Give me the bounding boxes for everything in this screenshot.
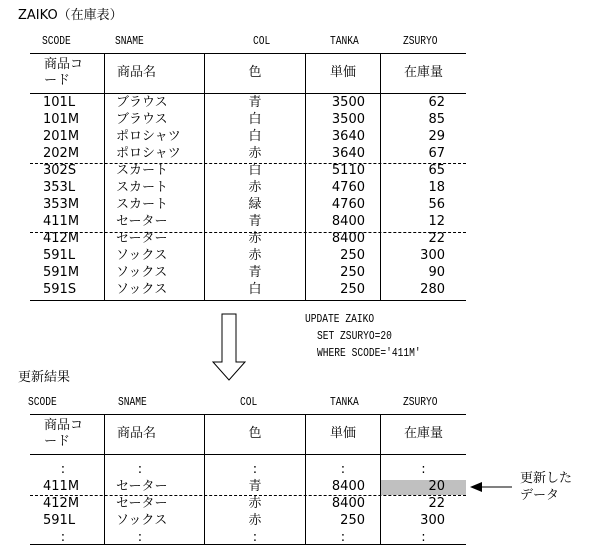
cell-col: 青 [248,95,262,110]
cell-sname: セーター [116,231,168,246]
cell-sname: ソックス [116,282,168,297]
cell-zsuryo: 22 [428,231,445,246]
column-name-col: COL [253,34,271,48]
cell-scode: 412M [43,231,80,246]
header-label-scode-2: ード [44,434,71,449]
cell-tanka: 5110 [331,163,365,178]
cell-tanka: 8400 [331,214,365,229]
cell-tanka: 250 [340,513,365,528]
cell-zsuryo: 85 [428,112,445,127]
cell-zsuryo: 62 [428,95,445,110]
cell-col: : [252,462,258,477]
cell-col: 赤 [248,513,262,528]
cell-col: 青 [248,479,262,494]
header-bottom-line [30,454,466,455]
cell-tanka: 250 [340,282,365,297]
cell-col: 赤 [248,146,262,161]
column-name-zsuryo: ZSURYO [403,34,438,48]
result-title: 更新結果 [18,370,71,385]
cell-scode: 353M [43,197,80,212]
cell-zsuryo: : [421,462,426,477]
cell-sname: セーター [116,214,168,229]
cell-tanka: 8400 [331,479,365,494]
cell-sname: セーター [116,496,168,511]
column-name-tanka: TANKA [330,395,359,409]
cell-tanka: 8400 [331,231,365,246]
cell-scode: 591L [43,248,76,263]
cell-tanka: 4760 [331,180,365,195]
header-label-col: 色 [248,65,262,80]
sql-line-3: WHERE SCODE='411M' [317,346,421,360]
cell-tanka: 8400 [331,496,365,511]
cell-col: 白 [248,129,262,144]
column-name-zsuryo: ZSURYO [403,395,438,409]
cell-sname: セーター [116,479,168,494]
cell-col: 緑 [248,197,262,212]
table-title: ZAIKO（在庫表） [18,8,123,23]
cell-scode: 302S [43,163,77,178]
cell-tanka: 3500 [331,95,365,110]
cell-scode: 411M [43,214,80,229]
header-label-tanka: 単価 [329,426,356,441]
cell-scode: : [60,530,66,545]
cell-zsuryo: 29 [428,129,445,144]
cell-sname: スカート [116,163,169,178]
cell-zsuryo: 90 [428,265,445,280]
cell-zsuryo: : [421,530,426,545]
cell-tanka: 250 [340,265,365,280]
column-name-sname: SNAME [115,34,144,48]
cell-scode: 353L [43,180,76,195]
cell-col: : [252,530,258,545]
cell-col: 赤 [248,248,262,263]
cell-sname: ソックス [116,513,168,528]
cell-sname: : [137,462,143,477]
cell-zsuryo: 67 [428,146,445,161]
cell-col: 青 [248,265,262,280]
cell-scode: 202M [43,146,80,161]
cell-sname: ポロシャツ [116,129,181,144]
cell-zsuryo: 300 [420,513,445,528]
cell-scode: : [60,462,66,477]
cell-col: 赤 [248,180,262,195]
cell-scode: 591S [43,282,77,297]
cell-sname: ポロシャツ [116,146,181,161]
table-top-line [30,414,466,415]
cell-tanka: : [340,462,346,477]
cell-col: 赤 [248,496,262,511]
header-label-scode-1: 商品コ [44,418,84,433]
cell-col: 白 [248,282,262,297]
cell-scode: 201M [43,129,80,144]
column-name-scode: SCODE [42,34,71,48]
cell-scode: 591L [43,513,76,528]
cell-zsuryo: 20 [428,479,445,494]
sql-line-2: SET ZSURYO=20 [317,329,392,343]
callout-line-2: データ [520,488,560,503]
cell-scode: 412M [43,496,80,511]
cell-tanka: 3640 [331,146,365,161]
column-name-sname: SNAME [118,395,147,409]
cell-zsuryo: 18 [428,180,445,195]
header-label-tanka: 単価 [329,65,356,80]
cell-sname: ブラウス [116,95,168,110]
cell-tanka: 4760 [331,197,365,212]
cell-sname: ブラウス [116,112,168,127]
cell-zsuryo: 300 [420,248,445,263]
cell-scode: 101L [43,95,76,110]
cell-scode: 101M [43,112,80,127]
cell-scode: 411M [43,479,80,494]
header-label-zsuryo: 在庫量 [403,65,443,80]
column-name-col: COL [240,395,258,409]
cell-sname: : [137,530,143,545]
cell-col: 赤 [248,231,262,246]
header-label-scode-2: ード [44,73,71,88]
cell-sname: スカート [116,180,169,195]
cell-sname: ソックス [116,265,168,280]
sql-line-1: UPDATE ZAIKO [305,312,375,326]
cell-tanka: 3500 [331,112,365,127]
cell-zsuryo: 65 [428,163,445,178]
cell-col: 白 [248,112,262,127]
cell-col: 白 [248,163,262,178]
header-label-col: 色 [248,426,262,441]
callout-line-1: 更新した [520,471,573,486]
cell-scode: 591M [43,265,80,280]
cell-zsuryo: 280 [420,282,445,297]
cell-tanka: 250 [340,248,365,263]
column-divider [104,414,105,544]
header-label-zsuryo: 在庫量 [403,426,443,441]
cell-tanka: 3640 [331,129,365,144]
column-name-tanka: TANKA [330,34,359,48]
header-label-sname: 商品名 [117,426,157,441]
column-name-scode: SCODE [28,395,57,409]
cell-tanka: : [340,530,346,545]
cell-sname: スカート [116,197,169,212]
header-label-sname: 商品名 [117,65,157,80]
cell-zsuryo: 22 [428,496,445,511]
cell-zsuryo: 12 [428,214,445,229]
cell-zsuryo: 56 [428,197,445,212]
cell-col: 青 [248,214,262,229]
cell-sname: ソックス [116,248,168,263]
header-label-scode-1: 商品コ [44,57,84,72]
